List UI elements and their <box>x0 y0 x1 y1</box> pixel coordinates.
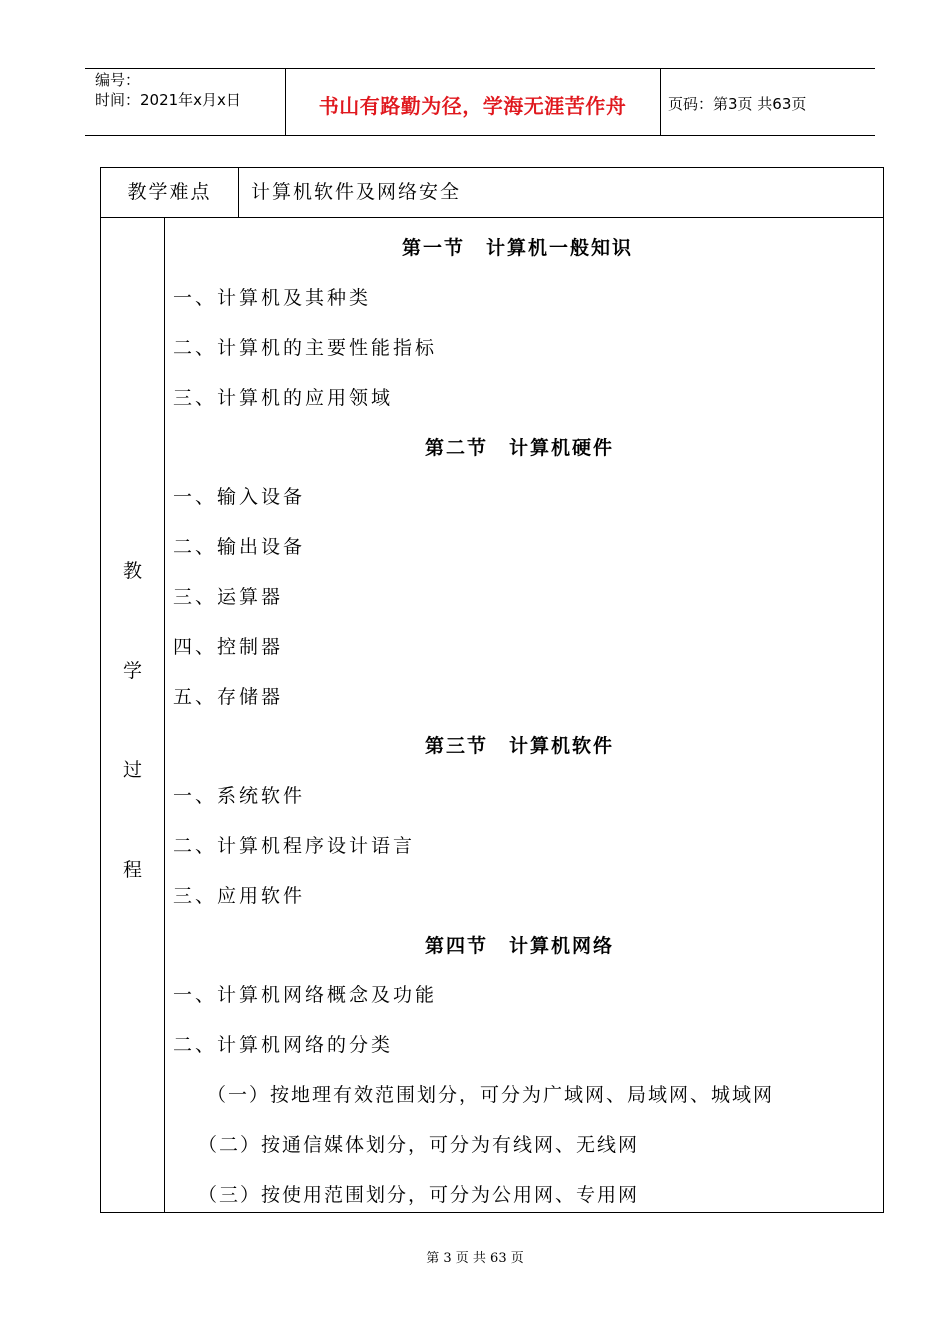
list-item: 一、输入设备 <box>173 486 306 508</box>
list-item: 三、计算机的应用领域 <box>173 387 394 409</box>
lesson-table <box>100 167 884 1213</box>
sub-list-item: （三）按使用范围划分，可分为公用网、专用网 <box>198 1184 640 1206</box>
sub-list-item: （二）按通信媒体划分，可分为有线网、无线网 <box>198 1134 640 1156</box>
process-label-char: 程 <box>122 859 142 881</box>
list-item: 二、输出设备 <box>173 536 306 558</box>
header-meta <box>95 70 241 110</box>
list-item: 一、系统软件 <box>173 785 306 807</box>
header-top-rule <box>85 68 875 69</box>
header-page-info: 页码：第3页 共63页 <box>668 95 807 113</box>
list-item: 二、计算机的主要性能指标 <box>173 337 438 359</box>
header-bottom-rule <box>85 135 875 136</box>
difficulty-label: 教学难点 <box>101 168 239 217</box>
process-label-char: 过 <box>122 759 142 781</box>
list-item: 二、计算机网络的分类 <box>173 1034 394 1056</box>
section-heading: 第一节 计算机一般知识 <box>402 237 634 259</box>
section-heading: 第二节 计算机硬件 <box>425 437 615 459</box>
difficulty-value: 计算机软件及网络安全 <box>251 181 462 203</box>
list-item: 四、控制器 <box>173 636 284 658</box>
document-number: 编号： <box>95 71 141 89</box>
list-item: 三、运算器 <box>173 586 284 608</box>
section-heading: 第三节 计算机软件 <box>425 735 615 757</box>
list-item: 三、应用软件 <box>173 885 306 907</box>
sub-list-item: （一）按地理有效范围划分，可分为广域网、局域网、城域网 <box>207 1084 775 1106</box>
list-item: 二、计算机程序设计语言 <box>173 835 416 857</box>
page-footer: 第 3 页 共 63 页 <box>426 1251 524 1266</box>
list-item: 一、计算机网络概念及功能 <box>173 984 438 1006</box>
process-label-char: 教 <box>122 560 142 582</box>
document-date: 时间：2021年x月x日 <box>95 91 241 109</box>
header-motto: 书山有路勤为径，学海无涯苦作舟 <box>318 94 627 118</box>
list-item: 五、存储器 <box>173 686 284 708</box>
header-divider <box>660 68 661 135</box>
list-item: 一、计算机及其种类 <box>173 287 372 309</box>
section-heading: 第四节 计算机网络 <box>425 935 615 957</box>
difficulty-row <box>101 168 883 218</box>
process-label-cell <box>101 218 165 1212</box>
process-label-char: 学 <box>122 660 142 682</box>
